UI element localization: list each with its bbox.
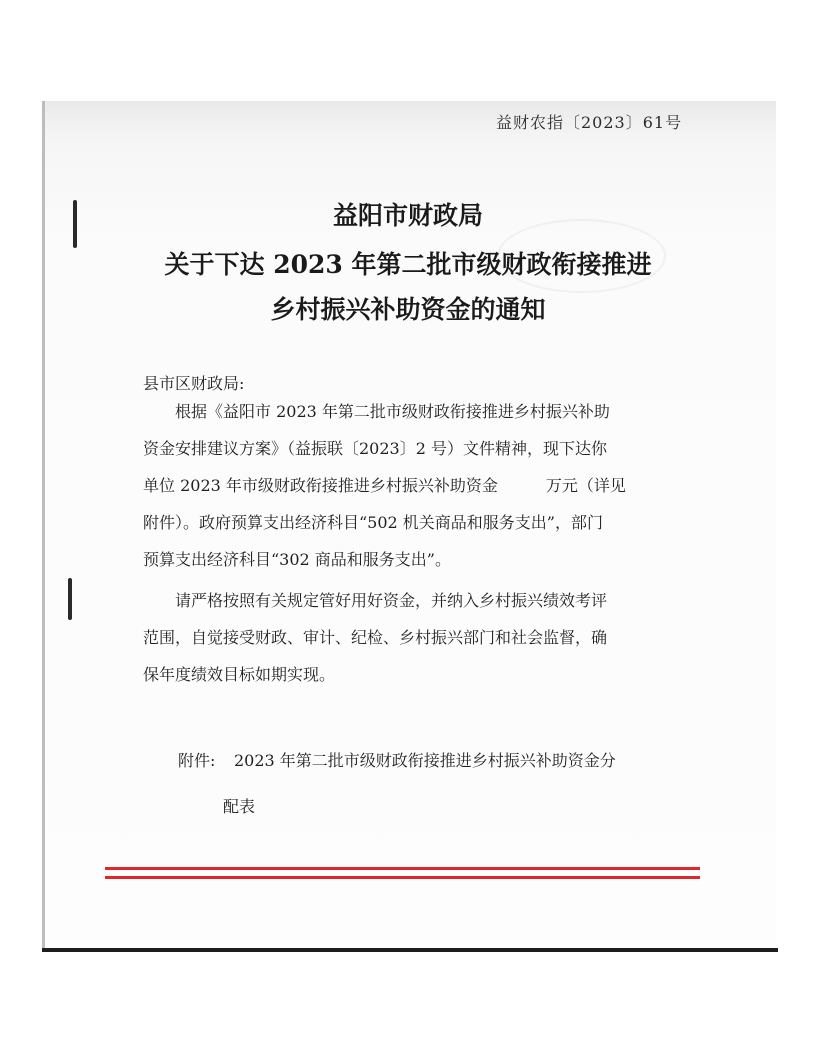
paragraph-line: 附件）。政府预算支出经济科目“502 机关商品和服务支出”，部门 bbox=[143, 513, 603, 532]
attachment-label: 附件: bbox=[178, 751, 216, 770]
attachment-title: 2023 年第二批市级财政衔接推进乡村振兴补助资金分 bbox=[234, 751, 616, 770]
paragraph-line: 根据《益阳市 2023 年第二批市级财政衔接推进乡村振兴补助 bbox=[175, 402, 610, 421]
paragraph-line: 范围，自觉接受财政、审计、纪检、乡村振兴部门和社会监督，确 bbox=[143, 628, 608, 647]
paragraph-requirements bbox=[143, 582, 703, 693]
separator-line-bottom bbox=[105, 876, 700, 879]
paragraph-funding bbox=[143, 393, 703, 578]
title-subject-line1: 关于下达 2023 年第二批市级财政衔接推进 bbox=[164, 250, 652, 279]
document-number: 益财农指〔2023〕61号 bbox=[496, 113, 683, 132]
scan-bottom-edge bbox=[42, 948, 778, 952]
paragraph-line: 请严格按照有关规定管好用好资金，并纳入乡村振兴绩效考评 bbox=[175, 591, 608, 610]
binding-staple-bottom bbox=[68, 578, 72, 620]
attachment-title-continued: 配表 bbox=[223, 797, 256, 816]
salutation: 县市区财政局: bbox=[143, 374, 245, 393]
paragraph-line: 资金安排建议方案》（益振联〔2023〕2 号）文件精神，现下达你 bbox=[143, 439, 607, 458]
separator-line-top bbox=[105, 867, 700, 870]
title-issuer: 益阳市财政局 bbox=[332, 201, 483, 230]
paragraph-line: 单位 2023 年市级财政衔接推进乡村振兴补助资金 万元（详见 bbox=[143, 476, 626, 495]
title-subject-line2: 乡村振兴补助资金的通知 bbox=[270, 295, 546, 324]
paragraph-line: 预算支出经济科目“302 商品和服务支出”。 bbox=[143, 550, 451, 569]
paragraph-line: 保年度绩效目标如期实现。 bbox=[143, 665, 336, 684]
